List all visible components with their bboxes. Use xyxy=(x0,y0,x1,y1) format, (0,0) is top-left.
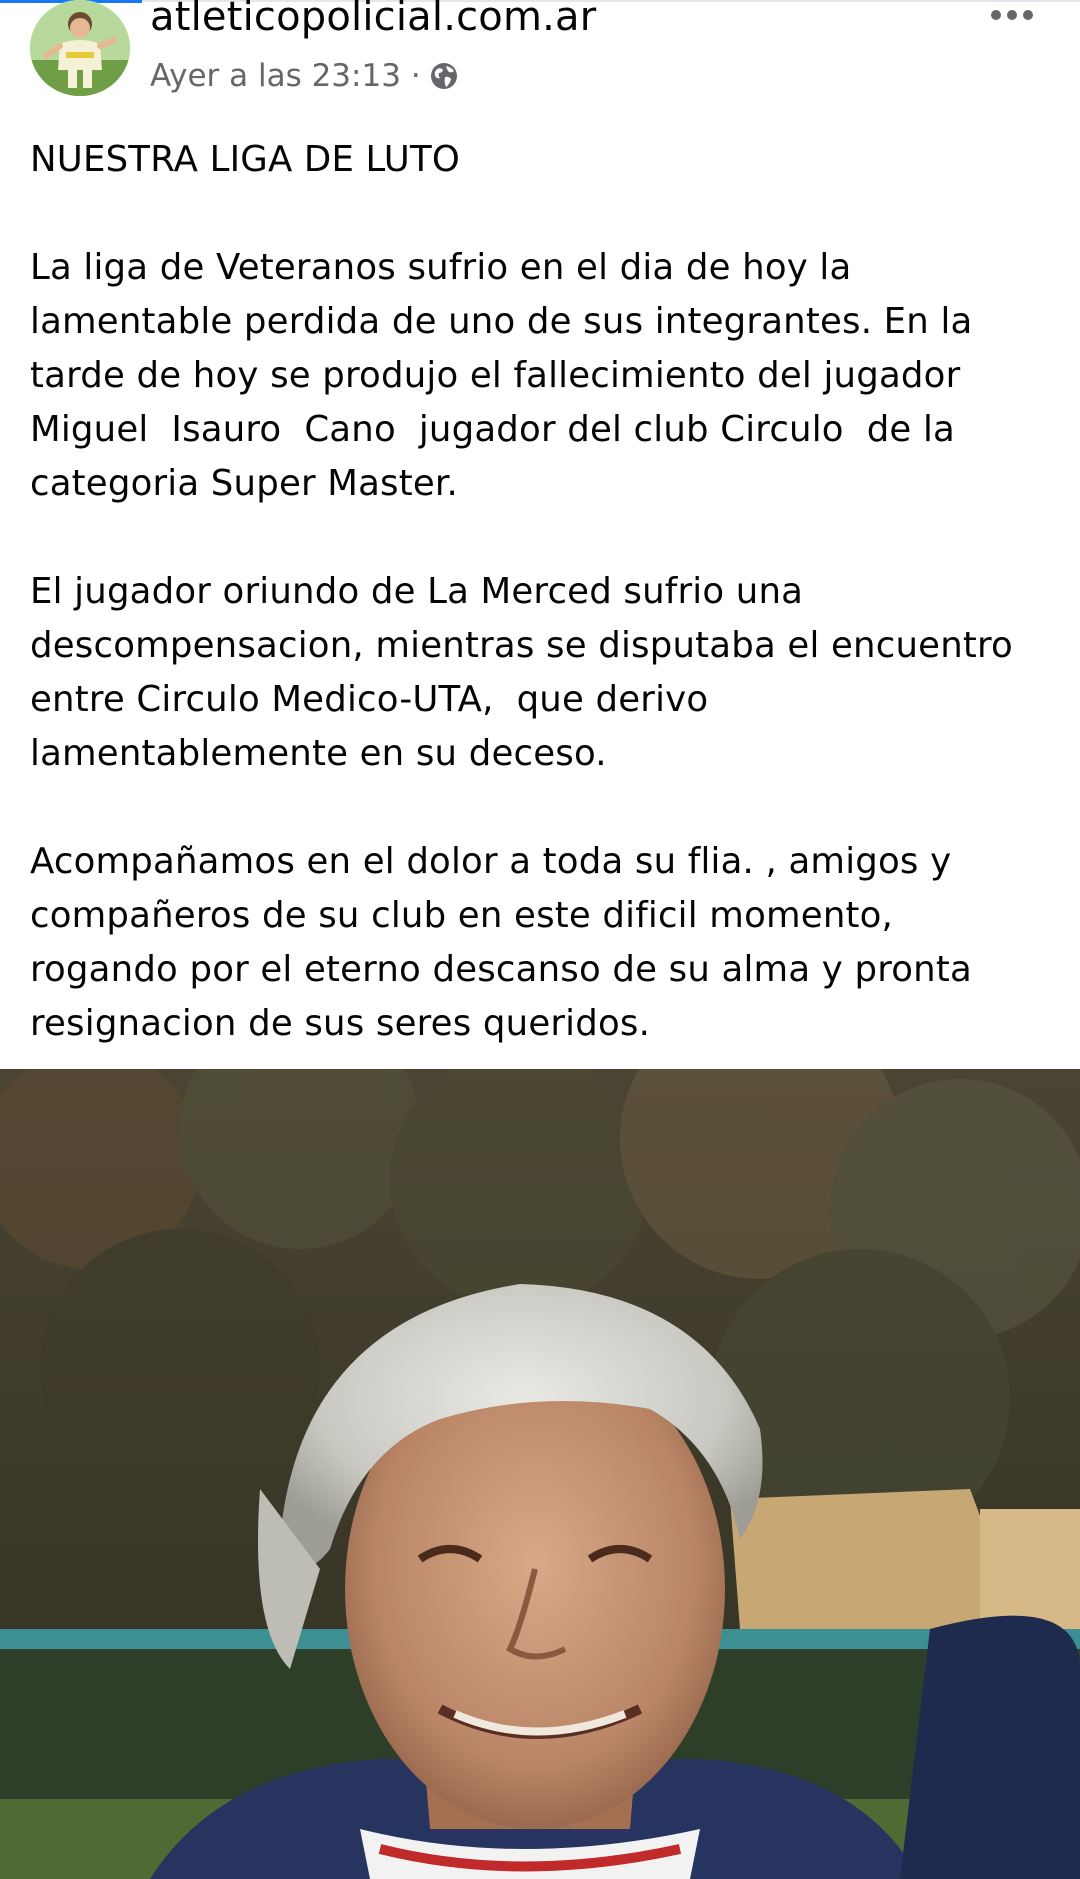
post-meta xyxy=(150,56,459,96)
post-body xyxy=(30,133,1060,1105)
post-paragraph: La liga de Veteranos sufrio en el dia de hoy la lamentable perdida de uno de sus integrantes. En la tarde de hoy se produjo el fallecimiento del jugador Miguel Isauro Cano jugador del club Circulo de la categoria Super Master. xyxy=(30,247,973,504)
page-avatar[interactable] xyxy=(30,0,130,96)
post-paragraph: El jugador oriundo de La Merced sufrio una descompensacion, mientras se disputaba el encuentro entre Circulo Medico-UTA, que derivo lamentablemente en su deceso. xyxy=(30,571,1013,774)
more-options-button[interactable] xyxy=(984,0,1040,30)
post-paragraph: Acompañamos en el dolor a toda su flia. , amigos y compañeros de su club en este dificil momento, rogando por el eterno descanso de su alma y pronta resignacion de sus seres queridos. xyxy=(30,841,972,1044)
more-options-icon xyxy=(990,9,1034,21)
meta-separator: · xyxy=(410,58,421,94)
globe-icon[interactable] xyxy=(429,61,459,91)
post-timestamp[interactable]: Ayer a las 23:13 xyxy=(150,58,401,94)
post-title: NUESTRA LIGA DE LUTO xyxy=(30,139,460,180)
post-photo[interactable] xyxy=(0,1069,1080,1879)
avatar-image xyxy=(30,0,130,96)
post-photo-image xyxy=(0,1069,1080,1879)
post-header xyxy=(0,0,1080,120)
page-name-link[interactable]: atleticopolicial.com.ar xyxy=(150,0,597,40)
